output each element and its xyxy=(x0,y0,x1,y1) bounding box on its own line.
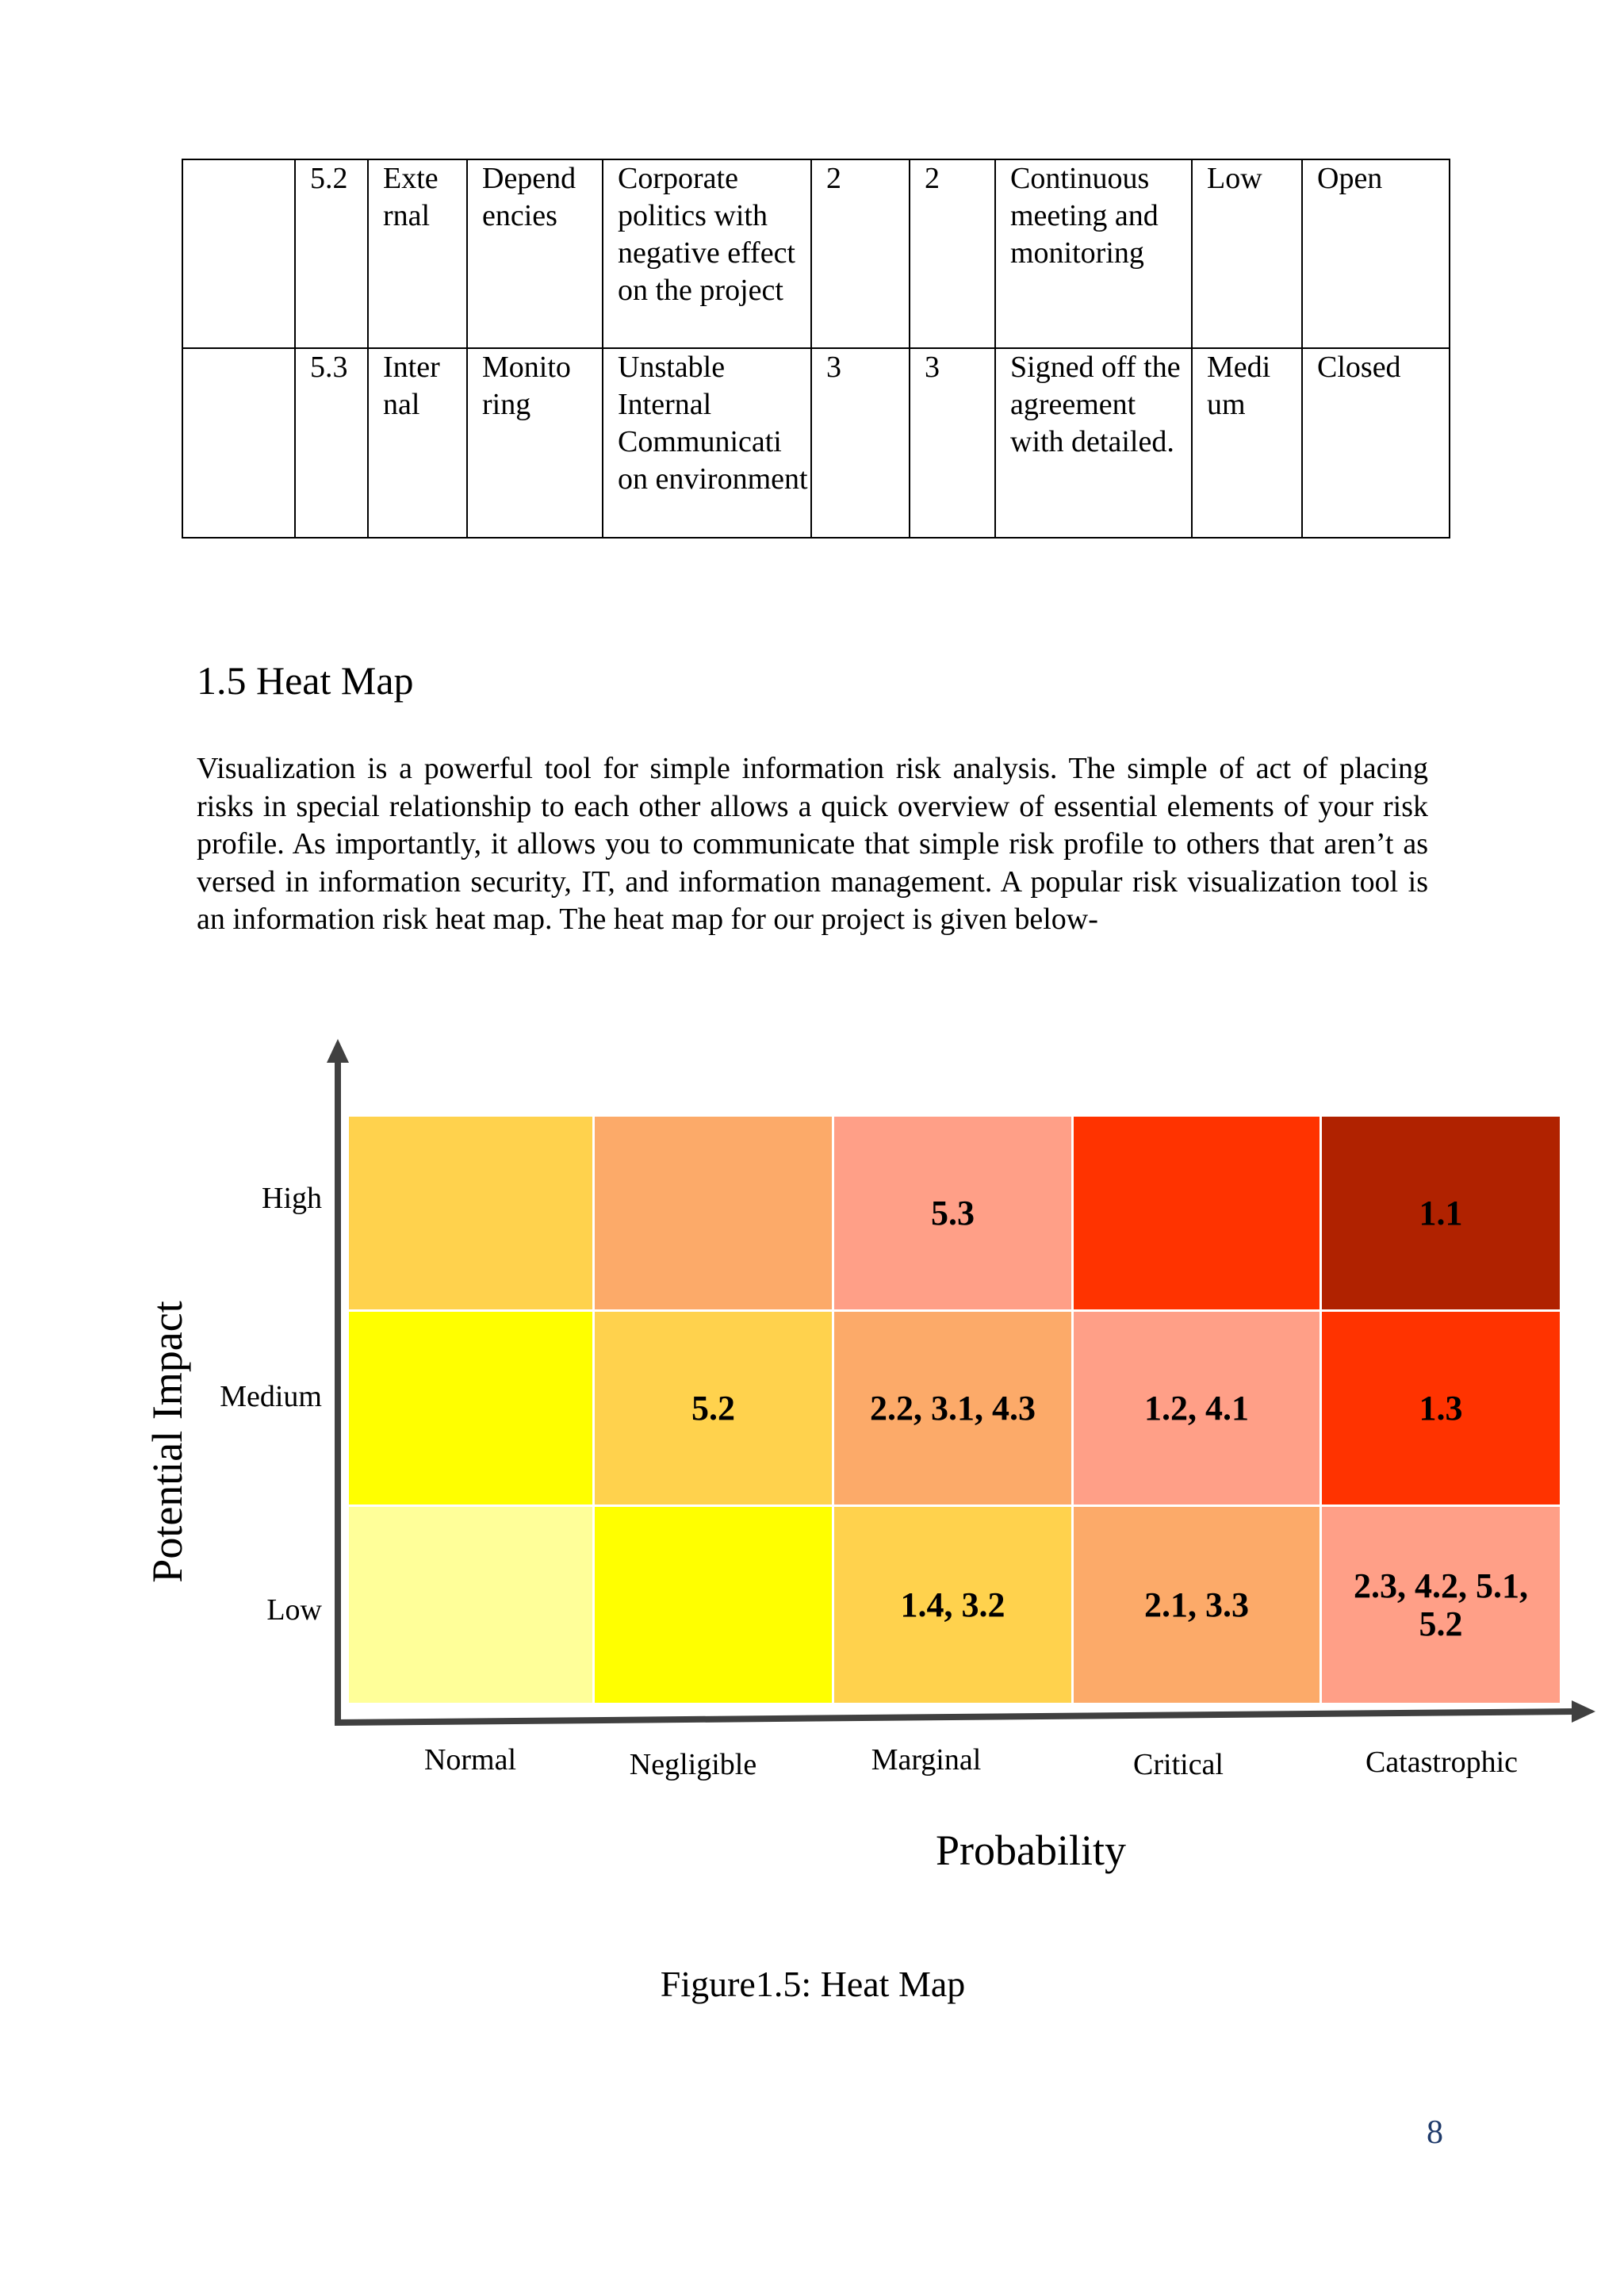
table-cell: 2 xyxy=(811,159,910,348)
table-cell: Low xyxy=(1192,159,1302,348)
table-cell: 5.2 xyxy=(295,159,368,348)
table-cell: 3 xyxy=(910,348,995,538)
table-cell: Depend encies xyxy=(467,159,603,348)
y-tick-label: Low xyxy=(266,1593,322,1627)
y-axis-title: Potential Impact xyxy=(144,1301,191,1583)
heat-map-cell: 5.2 xyxy=(595,1312,834,1507)
x-axis-arrowhead xyxy=(1572,1700,1595,1723)
table-cell: Closed xyxy=(1302,348,1450,538)
table-cell: Continuous meeting and monitoring xyxy=(995,159,1192,348)
table-cell: Open xyxy=(1302,159,1450,348)
heat-map-cell: 1.1 xyxy=(1322,1117,1562,1312)
table-cell: Medi um xyxy=(1192,348,1302,538)
table-cell: 5.3 xyxy=(295,348,368,538)
heat-map-cell: 2.2, 3.1, 4.3 xyxy=(834,1312,1074,1507)
y-axis-arrowhead xyxy=(327,1039,349,1063)
x-axis-title: Probability xyxy=(936,1826,1126,1874)
heat-map-cell: 1.3 xyxy=(1322,1312,1562,1507)
table-cell: Unstable Internal Communicati on environment xyxy=(603,348,811,538)
heat-map-cell: 5.3 xyxy=(834,1117,1074,1312)
heat-map-cell: 1.2, 4.1 xyxy=(1074,1312,1322,1507)
table-cell: 3 xyxy=(811,348,910,538)
table-cell: Exte rnal xyxy=(368,159,467,348)
table-cell: Signed off the agreement with detailed. xyxy=(995,348,1192,538)
figure-caption: Figure1.5: Heat Map xyxy=(660,1964,966,2004)
x-axis-line xyxy=(335,1711,1574,1723)
table-cell: Monito ring xyxy=(467,348,603,538)
body-paragraph: Visualization is a powerful tool for simple information risk analysis. The simple of act of placing risks in special relationship to each other allows a quick overview of essential elements of your risk profile. As importantly, it allows you to communicate that simple risk profile to others that aren’t as versed in information security, IT, and information management. A popular risk visualization tool is an information risk heat map. The heat map for our project is given below- xyxy=(197,752,1428,936)
table-cell: 2 xyxy=(910,159,995,348)
table-cell: Inter nal xyxy=(368,348,467,538)
x-tick-label: Critical xyxy=(1133,1748,1224,1781)
y-tick-label: High xyxy=(262,1182,322,1215)
heat-map-cell: 2.1, 3.3 xyxy=(1074,1507,1322,1705)
heat-map-cell: 1.4, 3.2 xyxy=(834,1507,1074,1705)
page-number: 8 xyxy=(1427,2114,1443,2151)
heat-map-cell: 2.3, 4.2, 5.1, 5.2 xyxy=(1322,1507,1562,1705)
section-heading: 1.5 Heat Map xyxy=(197,658,414,703)
x-tick-label: Normal xyxy=(423,1743,517,1777)
x-tick-label: Catastrophic xyxy=(1365,1746,1519,1779)
x-tick-label: Negligible xyxy=(629,1748,757,1781)
x-tick-label: Marginal xyxy=(871,1743,982,1777)
table-cell: Corporate politics with negative effect on the project xyxy=(603,159,811,348)
y-tick-label: Medium xyxy=(220,1380,322,1413)
